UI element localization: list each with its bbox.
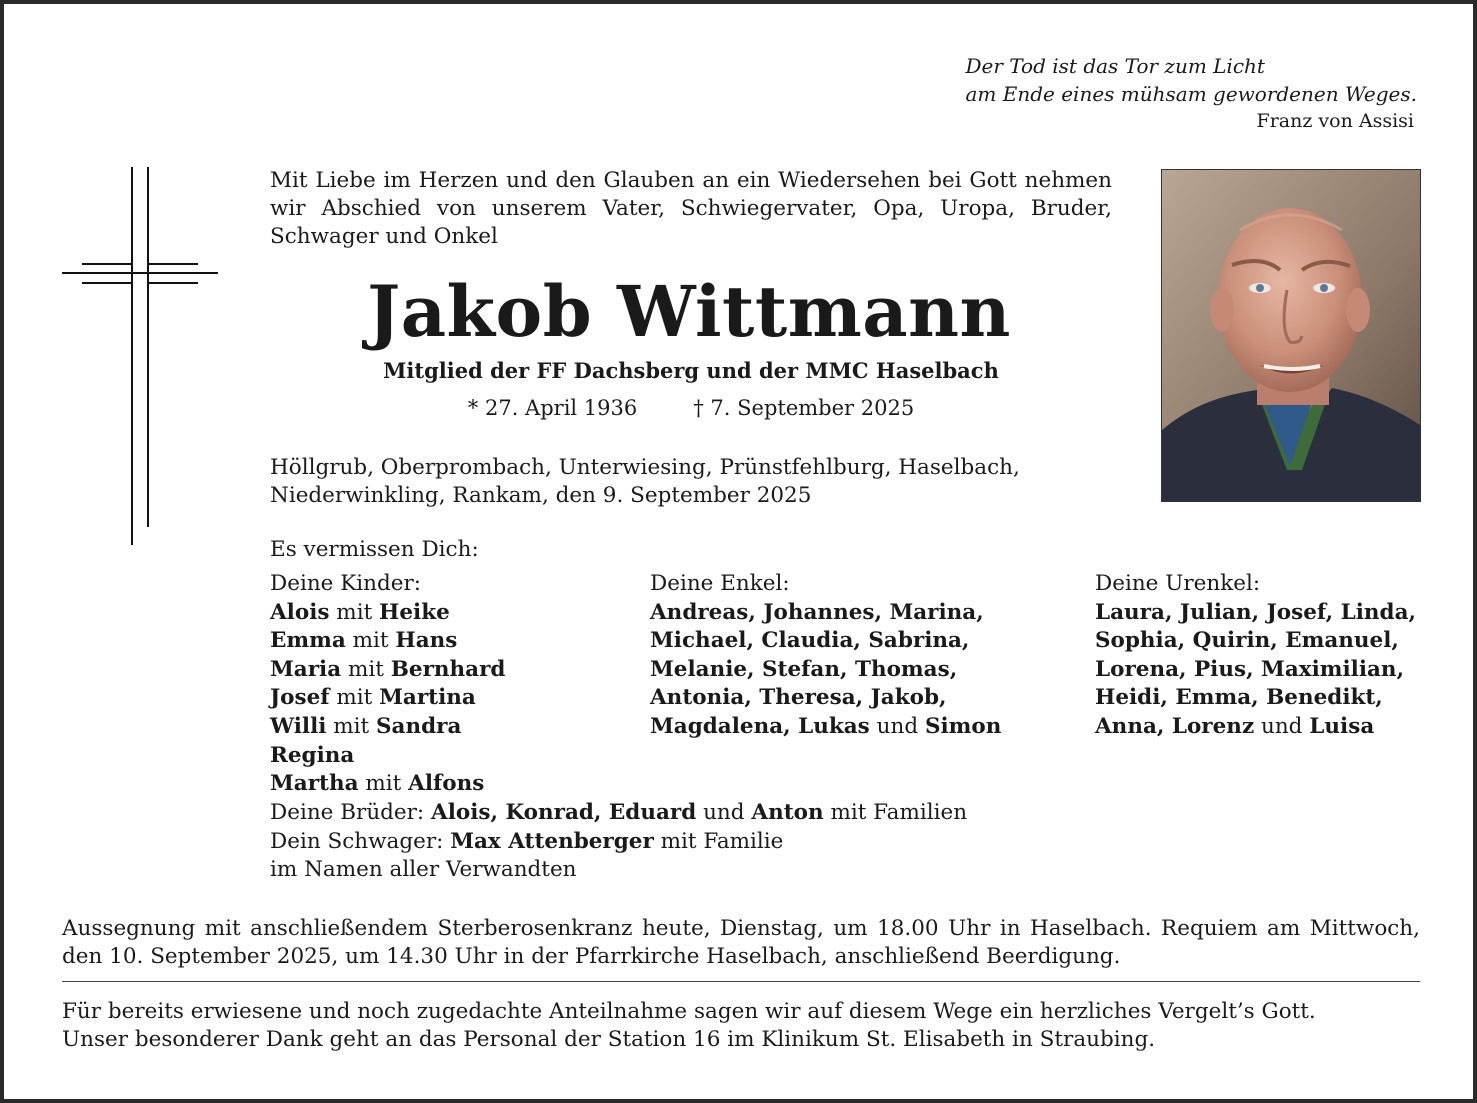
divider [62,981,1420,982]
quote-line-2: am Ende eines mühsam gewordenen Weges. [965,82,1417,106]
list-item: Emma mit Hans [270,628,458,654]
list-item: Antonia, Theresa, Jakob, [650,685,947,711]
grandchildren-heading: Deine Enkel: [650,571,790,596]
children-heading: Deine Kinder: [270,571,422,596]
list-item: Andreas, Johannes, Marina, [650,599,984,625]
list-item: Lorena, Pius, Maximilian, [1095,656,1405,682]
life-dates [268,396,1114,420]
list-item: Regina [270,742,355,768]
intro-text: Mit Liebe im Herzen und den Glauben an ein Wiedersehen bei Gott nehmen wir Abschied von unserem Vater, Schwiegervater, Opa, Uropa, Bruder, Schwager und Onkel [270,168,1112,249]
place-date [270,454,1130,510]
great-grandchildren-heading: Deine Urenkel: [1095,571,1261,596]
list-item: Michael, Claudia, Sabrina, [650,628,970,654]
list-item: Willi mit Sandra [270,713,462,739]
thanks-text [62,998,1420,1054]
portrait-photo [1161,169,1421,502]
death-date: † 7. September 2025 [693,396,915,420]
list-item: Heidi, Emma, Benedikt, [1095,685,1383,711]
deceased-name: Jakob Wittmann [367,270,1011,353]
missing-label: Es vermissen Dich: [270,537,479,562]
list-item: Maria mit Bernhard [270,656,506,682]
quote-author: Franz von Assisi [1256,110,1414,132]
grandchildren-column [650,570,1001,742]
quote [965,52,1417,108]
membership: Mitglied der FF Dachsberg und der MMC Haselbach [383,358,999,383]
list-item: Sophia, Quirin, Emanuel, [1095,628,1399,654]
list-item: Magdalena, Lukas und Simon [650,713,1002,739]
great-grandchildren-column [1095,570,1416,742]
place-line-1: Höllgrub, Oberprombach, Unterwiesing, Prünstfehlburg, Haselbach, [270,455,1020,480]
list-item: Laura, Julian, Josef, Linda, [1095,599,1416,625]
brother-in-law-line: Dein Schwager: Max Attenberger mit Familie [270,828,784,854]
cross-icon [60,167,220,547]
brothers-line: Deine Brüder: Alois, Konrad, Eduard und Anton mit Familien [270,800,968,825]
other-relatives [270,799,967,885]
thanks-line-2: Unser besonderer Dank geht an das Personal der Station 16 im Klinikum St. Elisabeth in Straubing. [62,1027,1156,1052]
list-item: Martha mit Alfons [270,771,485,797]
thanks-line-1: Für bereits erwiesene und noch zugedachte Anteilnahme sagen wir auf diesem Wege ein herzliches Vergelt’s Gott. [62,999,1316,1024]
list-item: Alois mit Heike [270,599,450,625]
funeral-info: Aussegnung mit anschließendem Sterberosenkranz heute, Dienstag, um 18.00 Uhr in Haselbach. Requiem am Mittwoch, den 10. September 2025, um 14.30 Uhr in der Pfarrkirche Haselbach, anschließend Beerdigung. [62,916,1420,969]
children-column [270,570,505,799]
quote-line-1: Der Tod ist das Tor zum Licht [965,54,1265,78]
list-item: Anna, Lorenz und Luisa [1095,713,1375,739]
birth-date: * 27. April 1936 [467,396,638,420]
list-item: Josef mit Martina [270,685,476,711]
list-item: Melanie, Stefan, Thomas, [650,656,958,682]
relatives-line: im Namen aller Verwandten [270,857,577,883]
place-line-2: Niederwinkling, Rankam, den 9. September 2025 [270,483,812,508]
